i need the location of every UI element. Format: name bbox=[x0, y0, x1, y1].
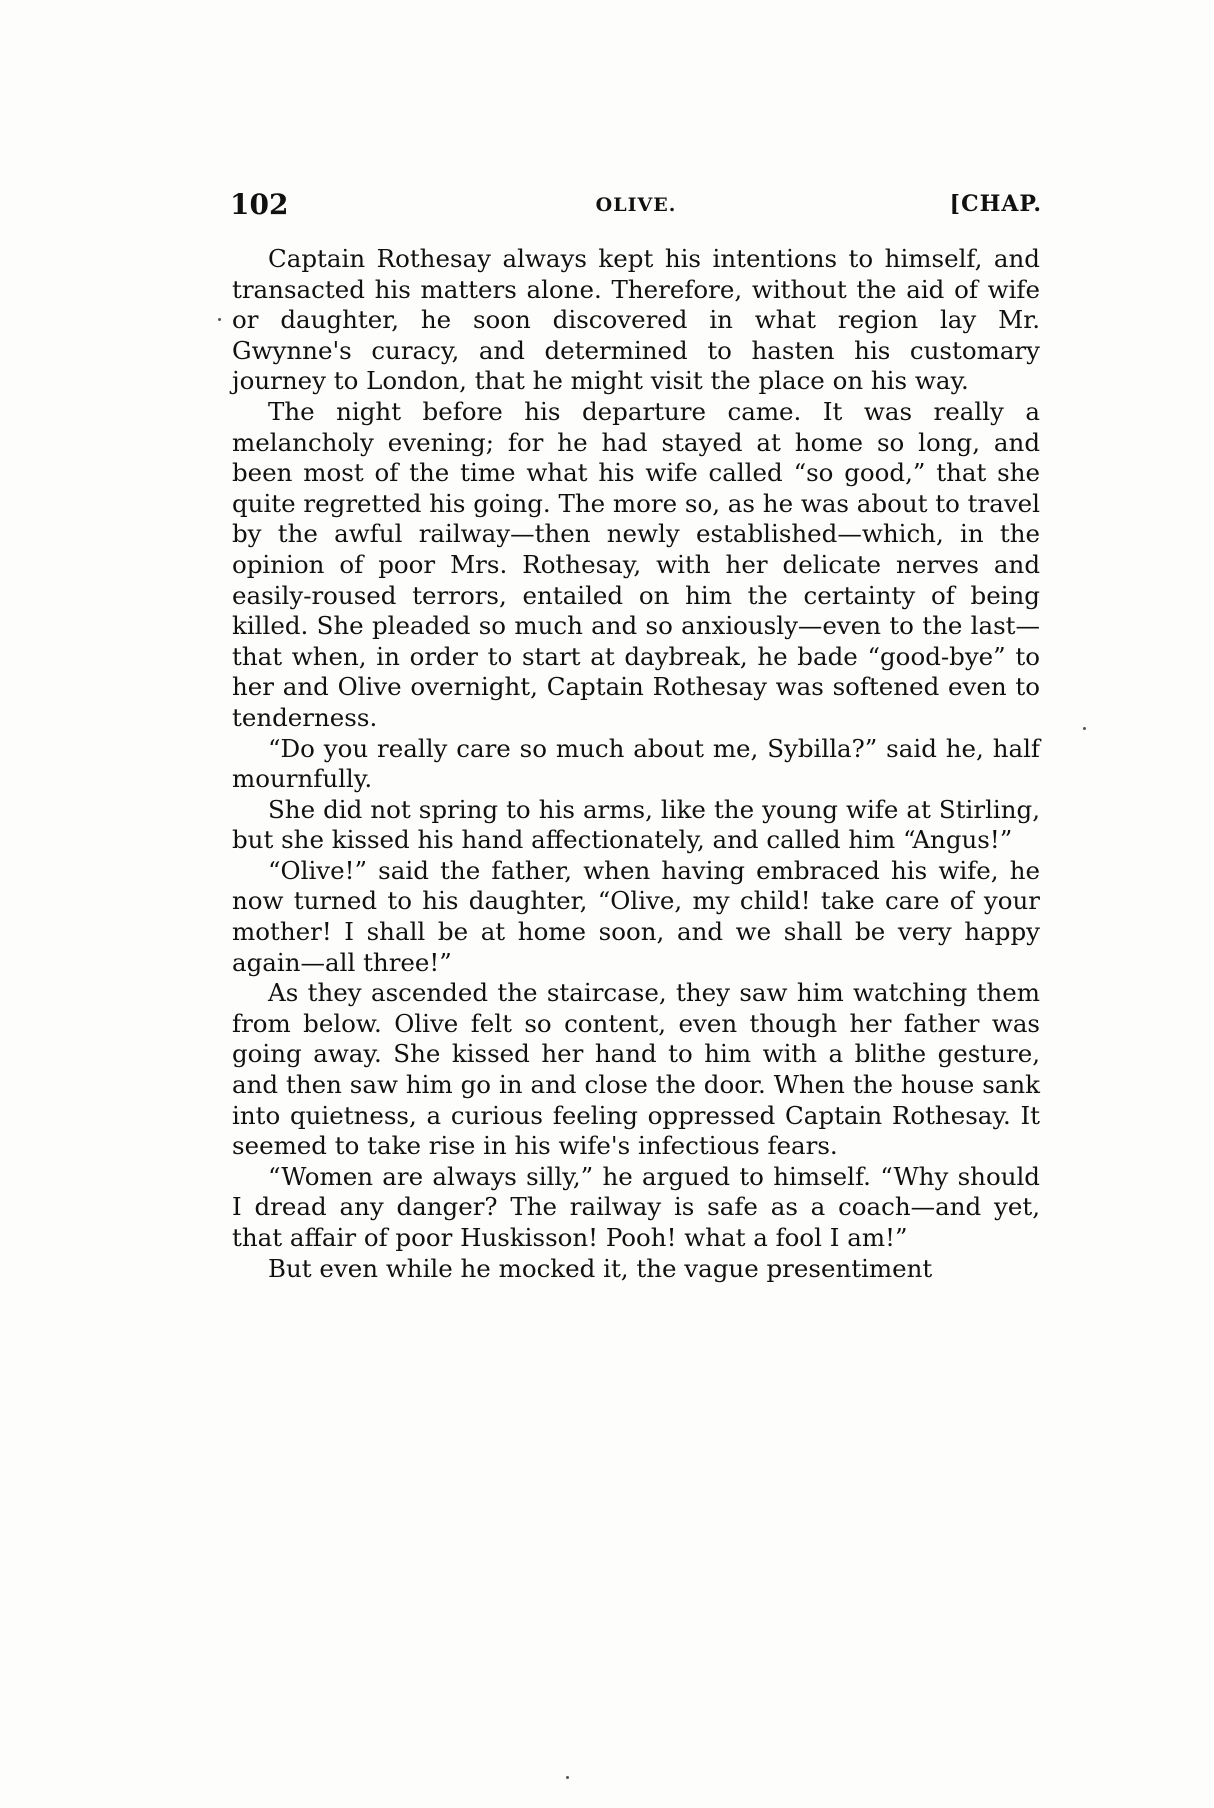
paragraph-4: She did not spring to his arms, like the young wife at Stirling, but she kissed his hand affectionately, and called him “Angus!” bbox=[232, 794, 1040, 855]
running-title: OLIVE. bbox=[595, 194, 677, 216]
paragraph-8: But even while he mocked it, the vague presentiment bbox=[268, 1253, 933, 1283]
paragraph-7: “Women are always silly,” he argued to himself. “Why should I dread any danger? The railway is safe as a coach—and yet, that affair of poor Huskisson! Pooh! what a fool I am!” bbox=[232, 1161, 1040, 1252]
page-header bbox=[230, 188, 1042, 224]
body-text bbox=[232, 244, 1040, 1284]
paragraph-6: As they ascended the staircase, they saw him watching them from below. Olive felt so content, even though her father was going away. She kissed her hand to him with a blithe gesture, and then saw him go in and close the door. When the house sank into quietness, a curious feeling oppressed Captain Rothesay. It seemed to take rise in his wife's infectious fears. bbox=[232, 978, 1040, 1161]
scan-speck bbox=[218, 318, 221, 321]
scan-speck bbox=[1083, 727, 1086, 730]
page-number: 102 bbox=[230, 188, 289, 221]
paragraph-2: The night before his departure came. It was really a melancholy evening; for he had stayed at home so long, and been most of the time what his wife called “so good,” that she quite regretted his going. The more so, as he was about to travel by the awful railway—then newly established—which, in the opinion of poor Mrs. Rothesay, with her delicate nerves and easily-roused terrors, entailed on him the certainty of being killed. She pleaded so much and so anxiously—even to the last—that when, in order to start at daybreak, he bade “good-bye” to her and Olive overnight, Captain Rothesay was softened even to tenderness. bbox=[232, 396, 1040, 732]
paragraph-3: “Do you really care so much about me, Sybilla?” said he, half mournfully. bbox=[232, 733, 1040, 794]
chapter-mark: [CHAP. bbox=[949, 191, 1042, 217]
scan-speck bbox=[566, 1776, 569, 1779]
paragraph-5: “Olive!” said the father, when having embraced his wife, he now turned to his daughter, “Olive, my child! take care of your mother! I shall be at home soon, and we shall be very happy again—all three!” bbox=[232, 855, 1040, 977]
paragraph-1: Captain Rothesay always kept his intentions to himself, and transacted his matters alone. Therefore, without the aid of wife or daughter, he soon discovered in what region lay Mr. Gwynne's curacy, and determined to hasten his customary journey to London, that he might visit the place on his way. bbox=[232, 244, 1040, 396]
